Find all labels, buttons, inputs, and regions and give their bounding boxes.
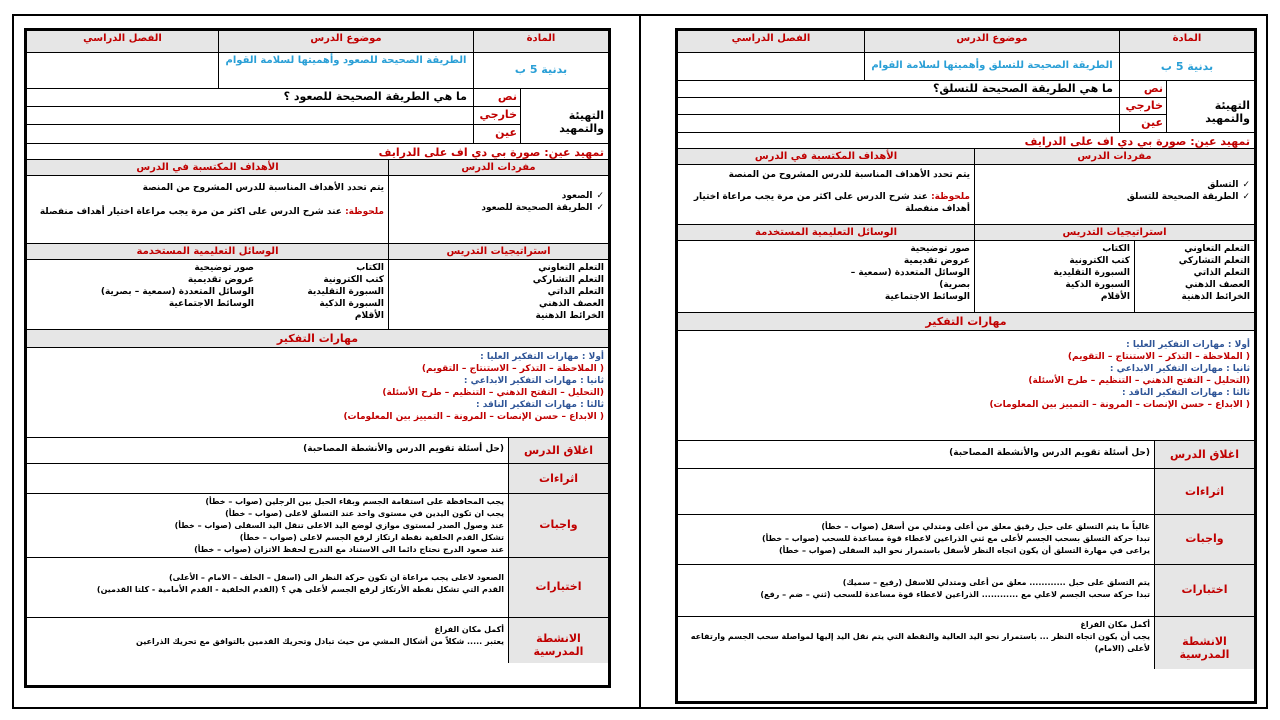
thinking-skills [678,331,1254,440]
thinking-header: مهارات التفكير [925,315,1007,328]
tool-item: السبورة التقليدية [1053,268,1130,278]
enrich-content [678,469,1154,514]
vocab-item: ✓ الصعود [393,190,604,202]
activities-label: الانشطة المدرسية [508,618,608,663]
text-label: نص [1119,81,1166,97]
homework-item: تبدا حركة التسلق بسحب الجسم لأعلى مع ثني الذراعين لاعطاء قوة مساعدة للسحب (صواب – خطأ) [761,534,1150,543]
tool-item: الأقلام [354,311,384,321]
activities-list [678,617,1154,669]
activity-item: أكمل مكان الفراغ [1080,620,1150,629]
test-item: الصعود لاعلى يجب مراعاة ان تكون حركة النظر الى (اسفل – الخلف – الامام – الأعلى) [168,573,504,582]
closing-label: اغلاق الدرس [1154,441,1254,468]
activity-item: يجب أن يكون اتجاه النظر ... باستمرار نحو اليد العالية والنقطة التي يتم نقل اليد إليها لمواصلة سحب الجسم وارتفاعه لأعلى (الامام) [690,632,1150,653]
thinking-line: ( الملاحظة – التذكر – الاستنتاج – التقويم) [421,364,604,374]
strategies-list [388,260,608,329]
topic-header: موضوع الدرس [218,31,473,52]
thinking-line: (التحليل – التفتح الذهني – التنظيم – طرح الأسئلة) [382,388,604,398]
tool-item: صور توضيحية [194,263,254,273]
thinking-line: (التحليل – التفتح الذهني – التنظيم – طرح الأسئلة) [1028,376,1250,386]
objectives-header: الأهداف المكتسبة في الدرس [136,162,279,173]
intro-question: ما هي الطريقة الصحيحة للتسلق؟ [932,82,1113,95]
vocab-item: ✓ الطريقة الصحيحة للصعود [393,202,604,214]
semester-value [678,53,864,80]
homework-item: تشكل القدم الخلفية نقطة ارتكاز لرفع الجسم لاعلى (صواب – خطأ) [239,533,504,542]
strategies-header: استراتيجيات التدريس [388,244,608,259]
homework-item: يجب ان تكون اليدين في مستوى واحد عند التسلق لاعلى (صواب – خطأ) [225,509,504,518]
lesson-plan-left [24,28,611,688]
thinking-line: ( الابداع – حسن الإنصات – المرونة – التمييز بين المعلومات) [989,400,1250,410]
vocab-header: مفردات الدرس [388,160,608,175]
closing-label: اغلاق الدرس [508,438,608,463]
activity-item: يعتبر ..... شكلاً من أشكال المشي من حيث تبادل وتحريك القدمين بالتوافق مع تحريك الذراعين [136,637,504,646]
vocab-header: مفردات الدرس [974,149,1254,164]
tool-item: الكتاب [356,263,384,273]
objective-text: يتم تحدد الأهداف المناسبة للدرس المشروح من المنصة [142,183,384,193]
vocab-list [388,176,608,243]
note-label: ملحوظة: [931,192,970,202]
closing-text: (حل أسئلة تقويم الدرس والأنشطة المصاحبة) [303,444,504,454]
homework-label: واجبات [508,494,608,557]
activity-item: أكمل مكان الفراغ [434,625,504,634]
tool-item: كتب الكترونية [1069,256,1130,266]
closing-text: (حل أسئلة تقويم الدرس والأنشطة المصاحبة) [949,448,1150,458]
eye-intro: تمهيد عين: صورة بي دي اف على الدرايف [378,146,604,159]
eye-label: عين [473,125,520,143]
strategy-item: التعلم التعاوني [538,263,604,273]
vocab-list [974,165,1254,224]
tests-list [678,565,1154,616]
thinking-heading: أولا : مهارات التفكير العليا : [1126,340,1250,350]
thinking-line: ( الملاحظة – التذكر – الاستنتاج – التقويم) [1067,352,1250,362]
activities-list [27,618,508,663]
homework-list [27,494,508,557]
strategy-item: التعلم الذاتي [1193,268,1250,278]
strategies-list [1134,241,1254,312]
activities-label: الانشطة المدرسية [1154,617,1254,669]
objective-text: يتم تحدد الأهداف المناسبة للدرس المشروح من المنصة [728,170,970,180]
topic-value: الطريقة الصحيحة للصعود وأهميتها لسلامة القوام [218,53,473,88]
thinking-heading: أولا : مهارات التفكير العليا : [480,352,604,362]
strategy-item: التعلم الذاتي [547,287,604,297]
note-text: عند شرح الدرس على اكثر من مرة يجب مراعاة اختيار أهداف منفصلة [693,192,970,214]
thinking-skills [27,348,608,437]
homework-item: غالباً ما يتم التسلق على حبل رقيق معلق من أعلى ومتدلي من أسفل (صواب – خطأ) [821,522,1150,531]
eye-intro: تمهيد عين: صورة بي دي اف على الدرايف [1024,135,1250,148]
lesson-plan-right [675,28,1257,704]
strategy-item: الخرائط الذهنية [535,311,604,321]
thinking-heading: ثالثا : مهارات التفكير الناقد : [476,400,604,410]
tools-header: الوسائل التعليمية المستخدمة [136,246,279,257]
tool-item: الوسائط الاجتماعية [884,292,970,302]
intro-label: التهيئة والتمهيد [520,89,608,143]
enrich-content [27,464,508,493]
tool-item: السبورة الذكية [1065,280,1130,290]
tools-list-1 [974,241,1134,312]
tool-item: السبورة الذكية [319,299,384,309]
page-divider [639,14,641,709]
tools-list-2 [678,241,974,312]
intro-label: التهيئة والتمهيد [1166,81,1254,132]
subject-header: المادة [473,31,608,52]
tool-item: الوسائط الاجتماعية [168,299,254,309]
objectives-header: الأهداف المكتسبة في الدرس [754,151,898,162]
test-item: تبدا حركة سحب الجسم لاعلي مع ............ الذراعين لاعطاء قوة مساعدة للسحب (ثني – ضم – رفع) [760,590,1150,599]
tests-label: اختبارات [508,558,608,617]
tool-item: الوسائل المتعددة (سمعية – بصرية) [100,287,254,297]
enrich-label: اثراءات [1154,469,1254,514]
text-label: نص [473,89,520,106]
subject-header: المادة [1119,31,1254,52]
strategy-item: الخرائط الذهنية [1181,292,1250,302]
tool-item: السبورة التقليدية [307,287,384,297]
note-label: ملحوظة: [345,207,384,217]
semester-value [27,53,218,88]
subject-value: بدنية 5 ب [1119,53,1254,80]
strategy-item: العصف الذهني [1185,280,1250,290]
semester-header: الفصل الدراسي [731,33,811,44]
strategies-header: استراتيجيات التدريس [974,225,1254,240]
tools-list-1 [258,260,388,329]
homework-label: واجبات [1154,515,1254,564]
thinking-line: ( الابداع – حسن الإنصات – المرونة – التمييز بين المعلومات) [343,412,604,422]
subject-value: بدنية 5 ب [473,53,608,88]
tests-label: اختبارات [1154,565,1254,616]
tools-header: الوسائل التعليمية المستخدمة [755,227,897,238]
tool-item: الكتاب [1102,244,1130,254]
tool-item: عروض تقديمية [903,256,970,266]
homework-list [678,515,1154,564]
eye-label: عين [1119,115,1166,132]
homework-item: عند وصول الصدر لمستوى موازي لوضع اليد الاعلى تنقل اليد السفلى (صواب – خطأ) [174,521,504,530]
tools-list-2 [27,260,258,329]
intro-question: ما هي الطريقة الصحيحة للصعود ؟ [283,90,467,103]
topic-header: موضوع الدرس [864,31,1119,52]
vocab-item: ✓ التسلق [979,179,1250,191]
test-item: يتم التسلق على حبل ............ معلق من أعلى ومتدلي للاسفل (رفيع – سميك) [842,578,1150,587]
thinking-heading: ثالثا : مهارات التفكير الناقد : [1122,388,1250,398]
tool-item: الأقلام [1100,292,1130,302]
tests-list [27,558,508,617]
vocab-item: ✓ الطريقة الصحيحة للتسلق [979,191,1250,203]
strategy-item: العصف الذهني [539,299,604,309]
strategy-item: التعلم التشاركي [532,275,604,285]
strategy-item: التعلم التشاركي [1178,256,1250,266]
semester-header: الفصل الدراسي [83,33,162,44]
homework-item: يجب المحافظة على استقامة الجسم وبقاء الحبل بين الرجلين (صواب – خطأ) [205,497,504,506]
thinking-heading: ثانيا : مهارات التفكير الابداعي : [463,376,604,386]
homework-item: عند صعود الدرج نحتاج دائما الى الاستناد مع التدرج لحفظ الاتزان (صواب – خطأ) [194,545,504,554]
tool-item: صور توضيحية [910,244,970,254]
tool-item: كتب الكترونية [323,275,384,285]
tool-item: الوسائل المتعددة (سمعية – بصرية) [850,268,970,290]
thinking-header: مهارات التفكير [276,332,359,345]
external-label: خارجي [473,107,520,124]
homework-item: يراعى في مهارة التسلق أن يكون اتجاه النظر لأسفل باستمرار نحو اليد السفلى (صواب – خطأ) [778,546,1150,555]
topic-value: الطريقة الصحيحة للتسلق وأهميتها لسلامة القوام [864,53,1119,80]
thinking-heading: ثانيا : مهارات التفكير الابداعي : [1109,364,1250,374]
external-label: خارجي [1119,98,1166,114]
strategy-item: التعلم التعاوني [1184,244,1250,254]
test-item: القدم التي تشكل نقطة الأرتكاز لرفع الجسم لأعلى هي ؟ (القدم الخلفية - القدم الأمامية - كلتا القدمين) [96,585,504,594]
enrich-label: اثراءات [508,464,608,493]
note-text: عند شرح الدرس على اكثر من مرة يجب مراعاة اختيار أهداف منفصلة [39,207,342,217]
tool-item: عروض تقديمية [187,275,254,285]
